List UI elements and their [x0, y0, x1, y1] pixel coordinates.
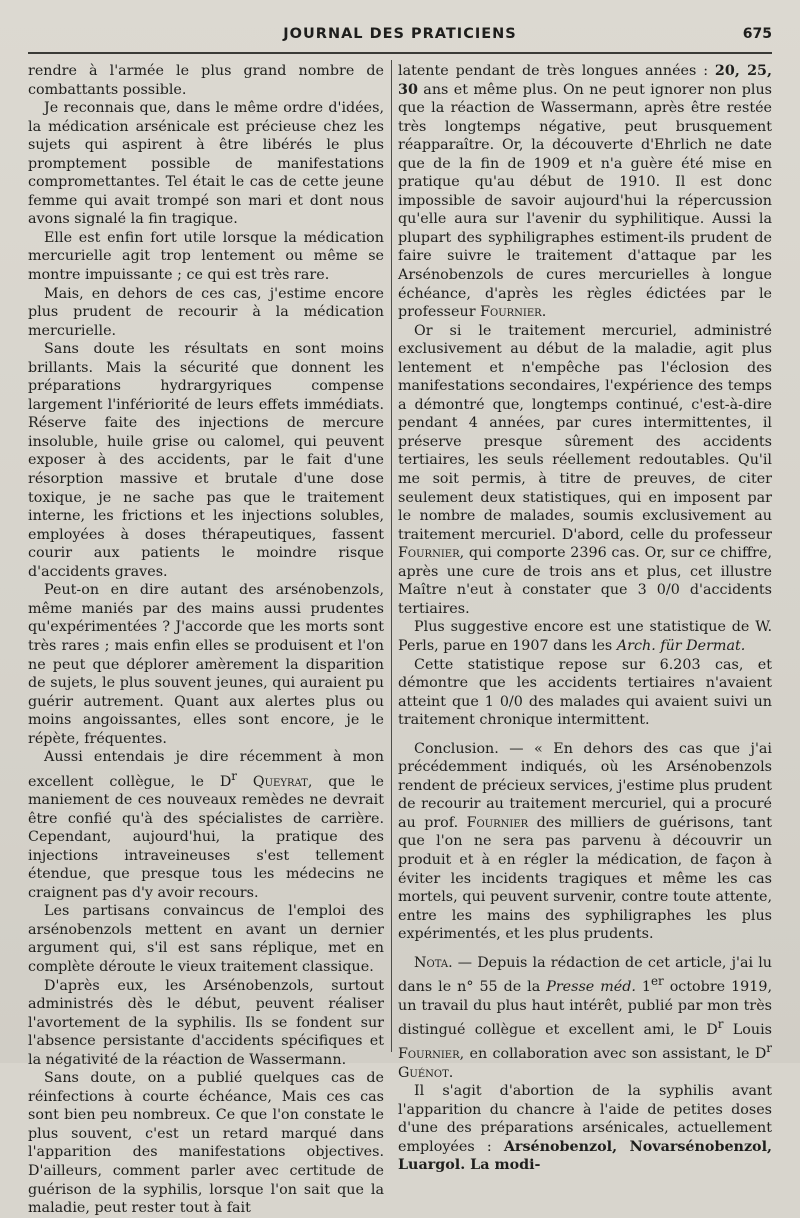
author-name: Queyrat	[252, 773, 308, 790]
text-run: .	[448, 1064, 454, 1081]
paragraph	[398, 1082, 772, 1175]
text-run: Aussi entendais je dire récemment à mon excellent collègue, le D	[28, 749, 384, 790]
paragraph	[398, 618, 772, 655]
superscript: r	[717, 1017, 724, 1032]
author-name: Fournier	[466, 814, 529, 831]
page-number: 675	[742, 26, 772, 42]
text-run: Plus suggestive encore est une statistique de W. Perls, parue en 1907 dans les	[398, 619, 772, 654]
paragraph: D'après eux, les Arsénobenzols, surtout administrés dès le début, peuvent réaliser l'avortement de la syphilis. Ils se fondent sur l'absence persistante d'accidents spécifiques et la négativité de la réaction de Wassermann.	[28, 977, 384, 1068]
author-name: Fournier	[398, 545, 460, 562]
author-name: Guénot	[398, 1064, 449, 1081]
left-column	[28, 62, 384, 1218]
text-run: , que le maniement de ces nouveaux remèdes ne devrait être confié qu'à des spécialistes de carrière. Cependant, aujourd'hui, la pratique des injections intraveineuses s'est tellement étendue, que presque tous les médecins ne craignent pas d'y avoir recours.	[28, 773, 384, 901]
superscript: r	[231, 768, 237, 783]
text-run: latente pendant de très longues années :	[398, 63, 715, 79]
years-figure: 20, 25, 30	[398, 63, 772, 98]
paragraph: Les partisans convaincus de l'emploi des arsénobenzols mettent en avant un dernier argument qui, s'il est sans réplique, met en complète déroute le vieux traitement classique.	[28, 903, 384, 976]
text-run: des milliers de guérisons, tant que l'on ne sera pas parvenu à découvrir un produit et à en régler la médication, de façon à éviter les incidents tragiques et même les cas mortels, qui peuvent survenir, contre toute attente, entre les mains des syphiligraphes les plus expérimentés, et les plus prudents.	[398, 814, 772, 943]
column-divider	[391, 60, 392, 1052]
text-run: Il s'agit d'abortion de la syphilis avant l'apparition du chancre à l'aide de petites doses d'une des préparations arsénicales, actuellement employées :	[398, 1083, 772, 1155]
superscript: r	[766, 1041, 772, 1056]
drug-names: Arsénobenzol, Novarsénobenzol, Luargol. La modi-	[398, 1138, 773, 1174]
paragraph: Sans doute les résultats en sont moins brillants. Mais la sécurité que donnent les préparations hydrargyriques compense largement l'infériorité de leurs effets immédiats. Réserve faite des injections de mercure insoluble, huile grise ou calomel, qui peuvent exposer à des accidents, par le fait d'une résorption massive et brutale d'une dose toxique, je ne sache pas que le traitement interne, les frictions et les injections solubles, employées à doses thérapeutiques, fassent courir aux patients le moindre risque d'accidents graves.	[28, 341, 384, 580]
author-name: Fournier	[398, 1046, 460, 1063]
journal-citation: Presse méd.	[546, 979, 636, 996]
text-run: Or si le traitement mercuriel, administré exclusivement au début de la maladie, agit plus lentement et n'empêche pas l'éclosion des manifestations secondaires, l'expérience des temps a démontré que, longtemps continué, c'est-à-dire pendant 4 années, par cures intermittentes, il préserve presque sûrement des accidents tertiaires, les seuls réellement redoutables. Qu'il me soit permis, à titre de preuves, de citer seulement deux statistiques, qui en imposent par le nombre de malades, soumis exclusivement au traitement mercuriel. D'abord, celle du professeur	[398, 322, 772, 543]
right-column	[398, 62, 772, 1175]
text-run: . — Depuis la rédaction de cet article, j'ai lu dans le n° 55 de la	[398, 954, 772, 996]
text-run: ans et même plus. On ne peut ignorer non plus que la réaction de Wassermann, après être restée très longtemps négative, peut brusquement réapparaître. Or, la découverte d'Ehrlich ne date que de la fin de 1909 et n'a guère été mise en pratique qu'au début de 1910. Il est donc impossible de savoir aujourd'hui la répercussion qu'elle aura sur l'avenir du syphilitique. Aussi la plupart des syphiligraphes estiment-ils prudent de faire suivre le traitement d'attaque par les Arsénobenzols de cures mercurielles à longue échéance, d'après les règles édictées par le professeur	[398, 81, 772, 321]
page-header	[28, 22, 772, 54]
paragraph: Peut-on en dire autant des arsénobenzols, même maniés par des mains aussi prudentes qu'expérimentées ? J'accorde que les morts sont très rares ; mais enfin elles se produisent et l'on ne peut que déplorer amèrement la disparition de sujets, le plus souvent jeunes, qui auraient pu guérir autrement. Quant aux alertes plus ou moins angoissantes, elles sont encore, je le répète, fréquentes.	[28, 582, 384, 747]
paragraph: rendre à l'armée le plus grand nombre de combattants possible.	[28, 63, 384, 98]
journal-citation: Arch. für Dermat.	[616, 637, 746, 654]
text-run: , en collaboration avec son assistant, le D	[459, 1046, 767, 1063]
text-run: octobre 1919, un travail du plus haut intérêt, publié par mon très distingué collègue et excellent ami, le D	[398, 979, 772, 1038]
paragraph: Elle est enfin fort utile lorsque la médication mercurielle agit trop lentement ou même se montre impuissante ; ce qui est très rare.	[28, 229, 384, 284]
paragraph	[398, 322, 772, 619]
text-run: Louis	[723, 1021, 772, 1038]
superscript: er	[651, 974, 664, 989]
paragraph: Mais, en dehors de ces cas, j'estime encore plus prudent de recourir à la médication mercurielle.	[28, 285, 384, 339]
text-run: Conclusion. — « En dehors des cas que j'ai précédemment indiqués, où les Arsénobenzols rendent de précieux services, j'estime plus prudent de recourir au traitement mercuriel, qui a procuré au prof.	[398, 740, 772, 831]
nota-label: Nota	[414, 954, 449, 971]
paragraph: Je reconnais que, dans le même ordre d'idées, la médication arsénicale est précieuse chez les sujets qui aspirent à être libérés le plus promptement possible de manifestations compromettantes. Tel était le cas de cette jeune femme qui avait trompé son mari et dont nous avons signalé la fin tragique.	[28, 100, 384, 228]
paragraph	[28, 748, 384, 902]
journal-title: JOURNAL DES PRATICIENS	[283, 26, 517, 42]
text-run: 1	[635, 979, 651, 996]
conclusion-paragraph	[398, 740, 772, 944]
paragraph: Sans doute, on a publié quelques cas de réinfections à courte échéance, Mais ces cas sont bien peu nombreux. Ce que l'on constate le plus souvent, c'est un retard marqué dans l'apparition des manifestations objectives. D'ailleurs, comment parler avec certitude de guérison de la syphilis, lorsque l'on sait que la maladie, peut rester tout à fait	[28, 1070, 384, 1217]
paragraph	[398, 62, 772, 322]
author-name: Fournier	[480, 304, 542, 321]
text-run: , qui comporte 2396 cas. Or, sur ce chiffre, après une cure de trois ans et plus, cet illustre Maître n'eut à constater que 3 0/0 d'accidents tertiaires.	[398, 545, 772, 617]
paragraph: Cette statistique repose sur 6.203 cas, et démontre que les accidents tertiaires n'avaient atteint que 1 0/0 des malades qui avaient suivi un traitement chronique intermittent.	[398, 656, 772, 729]
text-run: .	[541, 304, 547, 321]
